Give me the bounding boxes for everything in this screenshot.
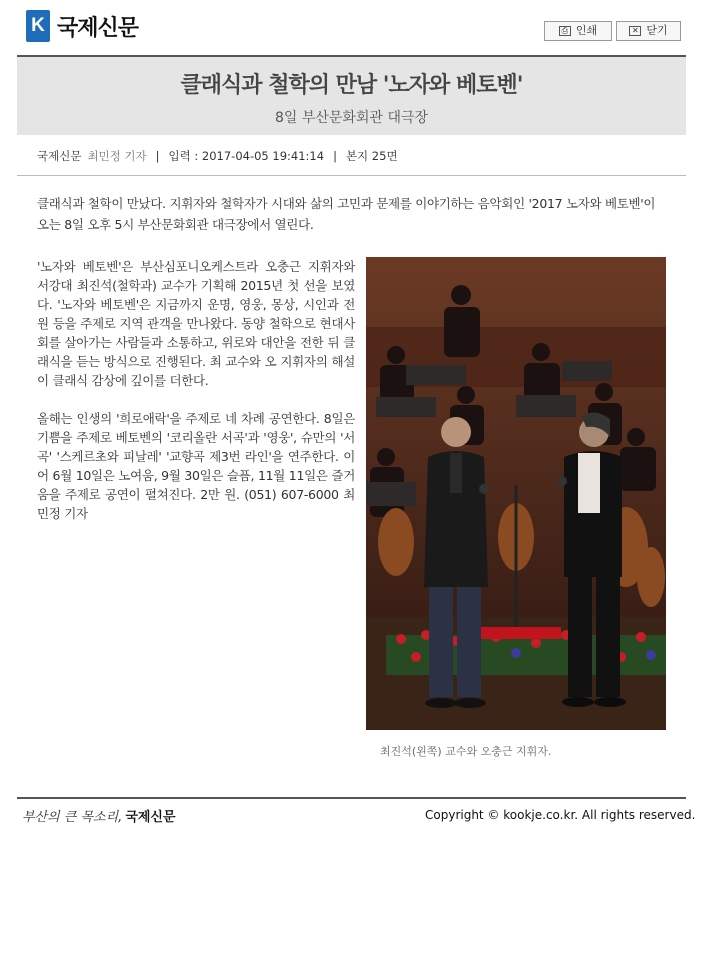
meta-source: 국제신문 [37, 149, 82, 163]
meta-separator: | [155, 149, 160, 163]
print-label: 인쇄 [575, 24, 598, 37]
meta-page: 본지 25면 [345, 149, 398, 163]
photo-illustration [366, 257, 666, 730]
body-paragraph: '노자와 베토벤'은 부산심포니오케스트라 오충근 지휘자와 서강대 최진석(철학과) 교수가 기획해 2015년 첫 선을 보였다. '노자와 베토벤'은 지금까지 운명, 영웅, 몽상, 시인과 전원 등을 주제로 지역 관객을 만나왔다. 동양 철학으로 현대사회를 살아가는 사람들과 소통하고, 위로와 대안을 전한 뒤 클래식을 듣는 방식으로 진행된다. 최 교수와 오 지휘자의 해설이 클래식 감상에 깊이를 더한다. [37, 259, 355, 388]
logo-k-mark: K [26, 10, 50, 42]
footer-divider [17, 797, 686, 799]
photo-caption: 최진석(왼쪽) 교수와 오충근 지휘자. [380, 745, 552, 758]
article-subtitle: 8일 부산문화회관 대극장 [274, 110, 429, 126]
close-box-icon: ✕ [629, 26, 641, 36]
concert-photo [366, 257, 666, 730]
meta-separator: | [333, 149, 337, 163]
meta-reporter: 최민정 기자 [87, 149, 147, 163]
close-button[interactable] [616, 21, 681, 41]
article-meta [37, 148, 398, 164]
footer-copyright: Copyright © kookje.co.kr. All rights reserved. [425, 808, 696, 822]
close-label: 닫기 [646, 24, 668, 37]
top-bar [0, 0, 704, 55]
footer-slogan [22, 806, 176, 825]
article-title: 클래식과 철학의 만남 '노자와 베토벤' [180, 73, 523, 98]
footer-brand: 국제신문 [125, 810, 176, 825]
slogan-text: 부산의 큰 목소리, [22, 810, 123, 825]
article-lead: 클래식과 철학이 만났다. 지휘자와 철학자가 시대와 삶의 고민과 문제를 이야기하는 음악회인 '2017 노자와 베토벤'이 오는 8일 오후 5시 부산문화회관 대극장에서 열린다. [37, 196, 656, 232]
meta-divider [17, 175, 686, 176]
headline-box [17, 55, 686, 135]
meta-published: 입력 : 2017-04-05 19:41:14 [168, 149, 325, 163]
logo-text: 국제신문 [57, 15, 139, 41]
print-button[interactable] [544, 21, 612, 41]
kookje-logo[interactable] [26, 10, 138, 42]
printer-icon: ⎙ [559, 26, 571, 36]
article-body [37, 257, 355, 542]
body-paragraph: 올해는 인생의 '희로애락'을 주제로 네 차례 공연한다. 8일은 기쁨을 주제로 베토벤의 '코리올란 서곡'과 '영웅', 슈만의 '서곡' '스케르초와 피날레' '교향곡 제3번 라인'을 연주한다. 이어 6월 10일은 노여움, 9월 30일은 슬픔, 11월 11일은 즐거움을 주제로 공연이 펼쳐진다. 2만 원. (051) 607-6000 최민정 기자 [37, 411, 355, 521]
